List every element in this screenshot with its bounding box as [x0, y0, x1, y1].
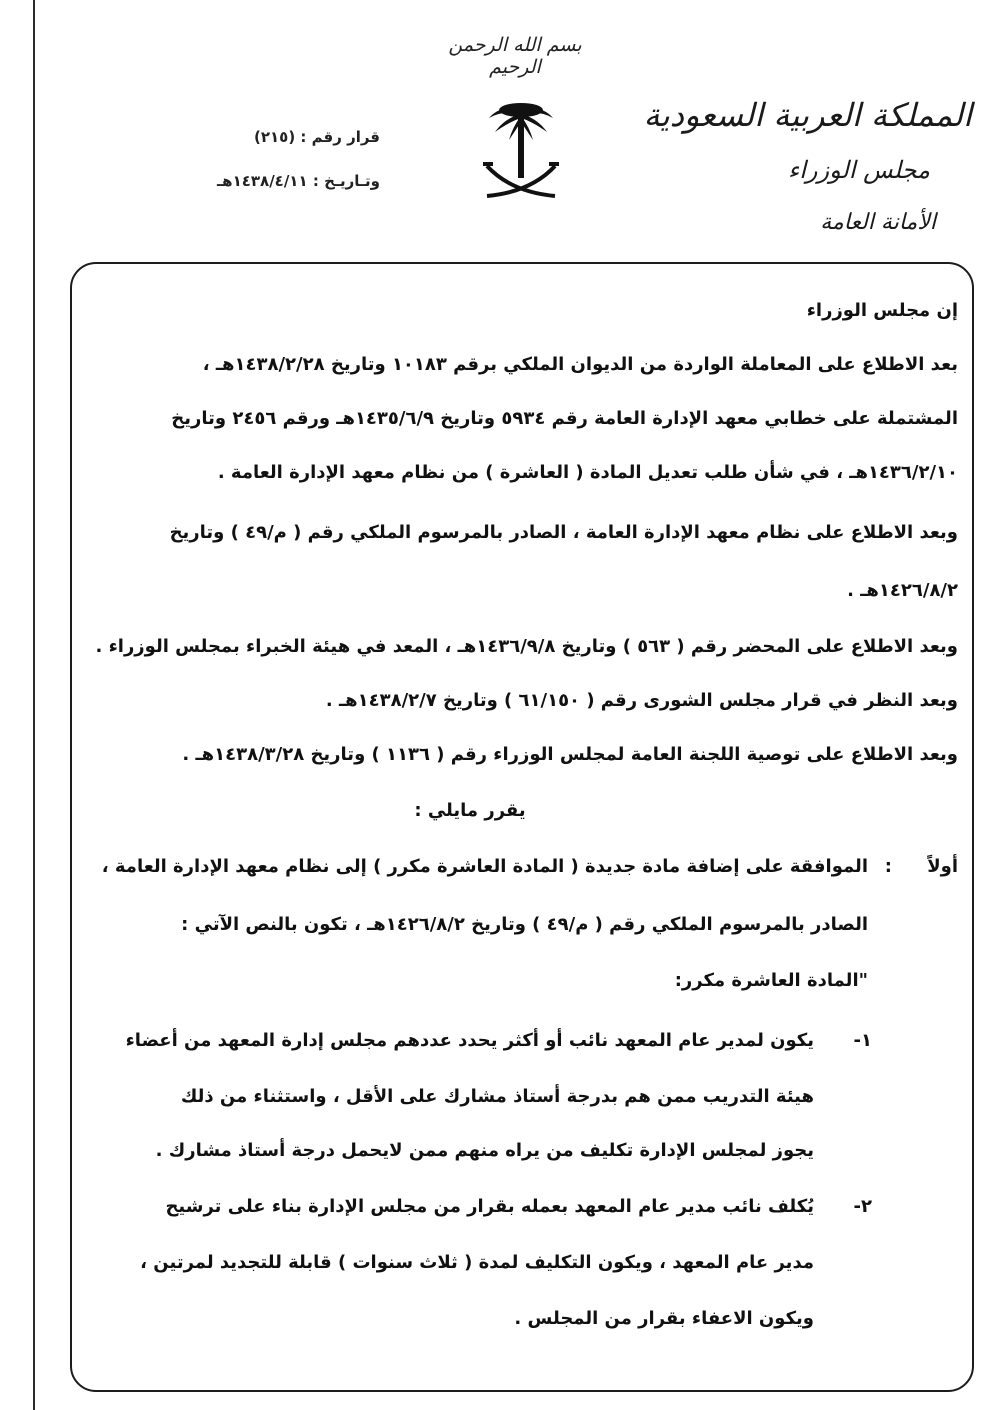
- first-colon: :: [884, 856, 892, 877]
- basmala-calligraphy: بسم الله الرحمن الرحيم: [448, 34, 582, 78]
- kingdom-title: المملكة العربية السعودية: [643, 96, 972, 134]
- item2-line2: مدير عام المعهد ، ويكون التكليف لمدة ( ثلاث سنوات ) قابلة للتجديد لمرتين ،: [140, 1252, 814, 1273]
- palm-and-swords-emblem-icon: [481, 96, 561, 206]
- para1-line2: المشتملة على خطابي معهد الإدارة العامة رقم ٥٩٣٤ وتاريخ ١٤٣٥/٦/٩هـ ورقم ٢٤٥٦ وتاريخ: [171, 408, 958, 429]
- first-label: أولاً: [927, 856, 958, 877]
- para4-line: وبعد النظر في قرار مجلس الشورى رقم ( ٦١/١٥٠ ) وتاريخ ١٤٣٨/٢/٧هـ .: [325, 690, 958, 711]
- decision-date: وتـاريـخ : ١٤٣٨/٤/١١هـ: [217, 172, 380, 190]
- para5-line: وبعد الاطلاع على توصية اللجنة العامة لمجلس الوزراء رقم ( ١١٣٦ ) وتاريخ ١٤٣٨/٣/٢٨هـ .: [182, 744, 958, 765]
- council-title: مجلس الوزراء: [787, 156, 930, 184]
- resolves-heading: يقرر مايلي :: [414, 800, 526, 821]
- item2-line1: يُكلف نائب مدير عام المعهد بعمله بقرار من مجلس الإدارة بناء على ترشيح: [165, 1196, 814, 1217]
- para3-line: وبعد الاطلاع على المحضر رقم ( ٥٦٣ ) وتاريخ ١٤٣٦/٩/٨هـ ، المعد في هيئة الخبراء بمجلس الوزراء .: [95, 636, 958, 657]
- left-margin-line: [33, 0, 35, 1410]
- opening-line: إن مجلس الوزراء: [806, 300, 958, 321]
- item1-line2: هيئة التدريب ممن هم بدرجة أستاذ مشارك على الأقل ، واستثناء من ذلك: [180, 1086, 814, 1107]
- first-line2: الصادر بالمرسوم الملكي رقم ( م/٤٩ ) وتاريخ ١٤٢٦/٨/٢هـ ، تكون بالنص الآتي :: [181, 914, 868, 935]
- first-line1: الموافقة على إضافة مادة جديدة ( المادة العاشرة مكرر ) إلى نظام معهد الإدارة العامة ،: [101, 856, 868, 877]
- item1-line3: يجوز لمجلس الإدارة تكليف من يراه منهم ممن لايحمل درجة أستاذ مشارك .: [155, 1140, 814, 1161]
- decision-number: قرار رقم : (٢١٥): [254, 128, 380, 146]
- para1-line1: بعد الاطلاع على المعاملة الواردة من الديوان الملكي برقم ١٠١٨٣ وتاريخ ١٤٣٨/٢/٢٨هـ ،: [202, 354, 958, 375]
- first-line3: "المادة العاشرة مكرر:: [674, 970, 868, 991]
- item2-number: ٢-: [853, 1196, 872, 1217]
- item2-line3: ويكون الاعفاء بقرار من المجلس .: [514, 1308, 814, 1329]
- secretariat-title: الأمانة العامة: [820, 210, 936, 235]
- item1-line1: يكون لمدير عام المعهد نائب أو أكثر يحدد عددهم مجلس إدارة المعهد من أعضاء: [125, 1030, 814, 1051]
- decision-frame: [70, 262, 974, 1392]
- para1-line3: ١٤٣٦/٢/١٠هـ ، في شأن طلب تعديل المادة ( العاشرة ) من نظام معهد الإدارة العامة .: [217, 462, 958, 483]
- para2-line1: وبعد الاطلاع على نظام معهد الإدارة العامة ، الصادر بالمرسوم الملكي رقم ( م/٤٩ ) وتاريخ: [169, 522, 958, 543]
- item1-number: ١-: [853, 1030, 872, 1051]
- para2-line2: ١٤٢٦/٨/٢هـ .: [847, 580, 958, 601]
